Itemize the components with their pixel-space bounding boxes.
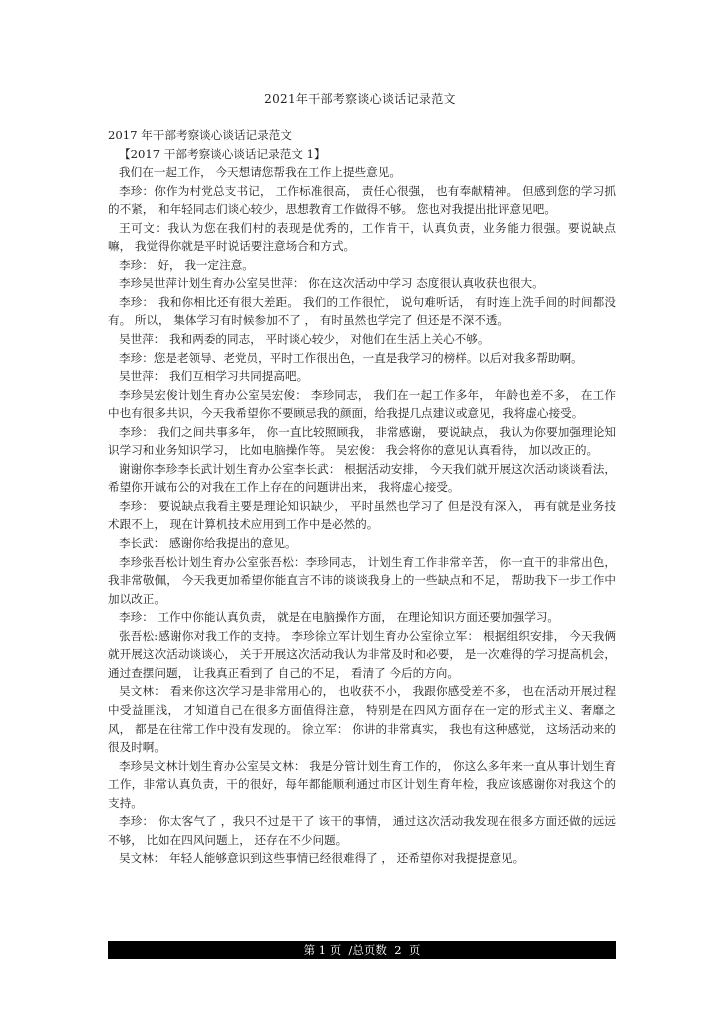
paragraph: 李珍：你作为村党总支书记， 工作标准很高， 责任心很强， 也有奉献精神。 但感到您的学习抓的不紧， 和年轻同志们谈心较少，思想教育工作做得不够。 您也对我提出批评意见吧。: [108, 183, 616, 217]
paragraph: 吴文林： 看来你这次学习是非常用心的， 也收获不小， 我跟你感受差不多， 也在活动开展过程中受益匪浅， 才知道自己在很多方面值得注意， 特别是在四风方面存在一定的形式主义、奢靡之风， 都是在往常工作中没有发现的。 徐立军： 你讲的非常真实， 我也有这种感觉， 这场活动来的很及时啊。: [108, 684, 616, 755]
document-title: 2021年干部考察谈心谈话记录范文: [264, 92, 456, 106]
paragraph: 李长武： 感谢你给我提出的意见。: [119, 536, 297, 551]
paragraph: 王可文：我认为您在我们村的表现是优秀的，工作肯干，认真负责，业务能力很强。要说缺点嘛， 我觉得你就是平时说话要注意场合和方式。: [108, 220, 616, 254]
paragraph: 张吾松:感谢你对我工作的支持。 李珍徐立军计划生育办公室徐立军： 根据组织安排， 今天我俩就开展这次活动谈谈心， 关于开展这次活动我认为非常及时和必要， 是一次难得的学习提高机会， 通过查摆问题， 让我真正看到了 自己的不足， 看清了 今后的方向。: [108, 628, 616, 680]
paragraph: 谢谢你李珍李长武计划生育办公室李长武： 根据活动安排， 今天我们就开展这次活动谈谈看法， 希望你开诚布公的对我在工作上存在的问题讲出来， 我将虚心接受。: [108, 461, 616, 495]
page-footer: [108, 941, 616, 959]
paragraph: 李珍吴文林计划生育办公室吴文林： 我是分管计划生育工作的， 你这么多年来一直从事计划生育工作，非常认真负责，干的很好，每年都能顺利通过市区计划生育年检，我应该感谢你对我这个的支持。: [108, 758, 616, 810]
paragraph: 李珍： 我们之间共事多年， 你一直比较照顾我， 非常感谢， 要说缺点， 我认为你要加强理论知识学习和业务知识学习， 比如电脑操作等。 吴宏俊： 我会将你的意见认真看待， 加以改正的。: [108, 424, 616, 458]
paragraph: 李珍吴世萍计划生育办公室吴世萍： 你在这次活动中学习 态度很认真收获也很大。: [119, 276, 544, 291]
paragraph: 我们在一起工作， 今天想请您帮我在工作上提些意见。: [119, 165, 401, 180]
paragraph: 李珍： 你太客气了 ，我只不过是干了 该干的事情， 通过这次活动我发现在很多方面还做的远远不够， 比如在四风问题上， 还存在不少问题。: [108, 814, 616, 847]
document-subtitle: 2017 年干部考察谈心谈话记录范文: [108, 128, 292, 142]
document-body: [108, 126, 616, 868]
paragraph: 李珍： 好， 我一定注意。: [119, 257, 254, 272]
paragraph: 吴文林： 年轻人能够意识到这些事情已经很难得了 ， 还希望你对我提提意见。: [119, 851, 525, 866]
paragraph: 李珍吴宏俊计划生育办公室吴宏俊： 李珍同志， 我们在一起工作多年， 年龄也差不多， 在工作中也有很多共识，今天我希望你不要顾忌我的颜面，给我提几点建议或意见，我将虚心接受。: [108, 387, 616, 421]
paragraph: 李珍张吾松计划生育办公室张吾松：李珍同志， 计划生育工作非常辛苦， 你一直干的非常出色，我非常敬佩， 今天我更加希望你能直言不讳的谈谈我身上的一些缺点和不足， 帮助我下一步工作中加以改正。: [108, 554, 616, 606]
page-number-label: 第 1 页 /总页数 2 页: [303, 943, 421, 957]
paragraph: 吴世萍： 我们互相学习共同提高吧。: [119, 369, 309, 384]
paragraph: 李珍：您是老领导、老党员，平时工作很出色，一直是我学习的榜样。以后对我多帮助啊。: [119, 350, 583, 365]
paragraph: 李珍： 我和你相比还有很大差距。 我们的工作很忙， 说句难听话， 有时连上洗手间的时间都没有。 所以， 集体学习有时候参加不了 ， 有时虽然也学完了 但还是不深不透。: [108, 294, 616, 328]
paragraph: 吴世萍： 我和两委的同志， 平时谈心较少， 对他们在生活上关心不够。: [119, 332, 490, 347]
paragraph: 李珍： 工作中你能认真负责， 就是在电脑操作方面， 在理论知识方面还要加强学习。: [119, 610, 560, 625]
paragraph: 【2017 干部考察谈心谈话记录范文 1】: [119, 146, 326, 161]
paragraph: 李珍： 要说缺点我看主要是理论知识缺少， 平时虽然也学习了 但是没有深入， 再有就是业务技术跟不上， 现在计算机技术应用到工作中是必然的。: [108, 498, 616, 532]
